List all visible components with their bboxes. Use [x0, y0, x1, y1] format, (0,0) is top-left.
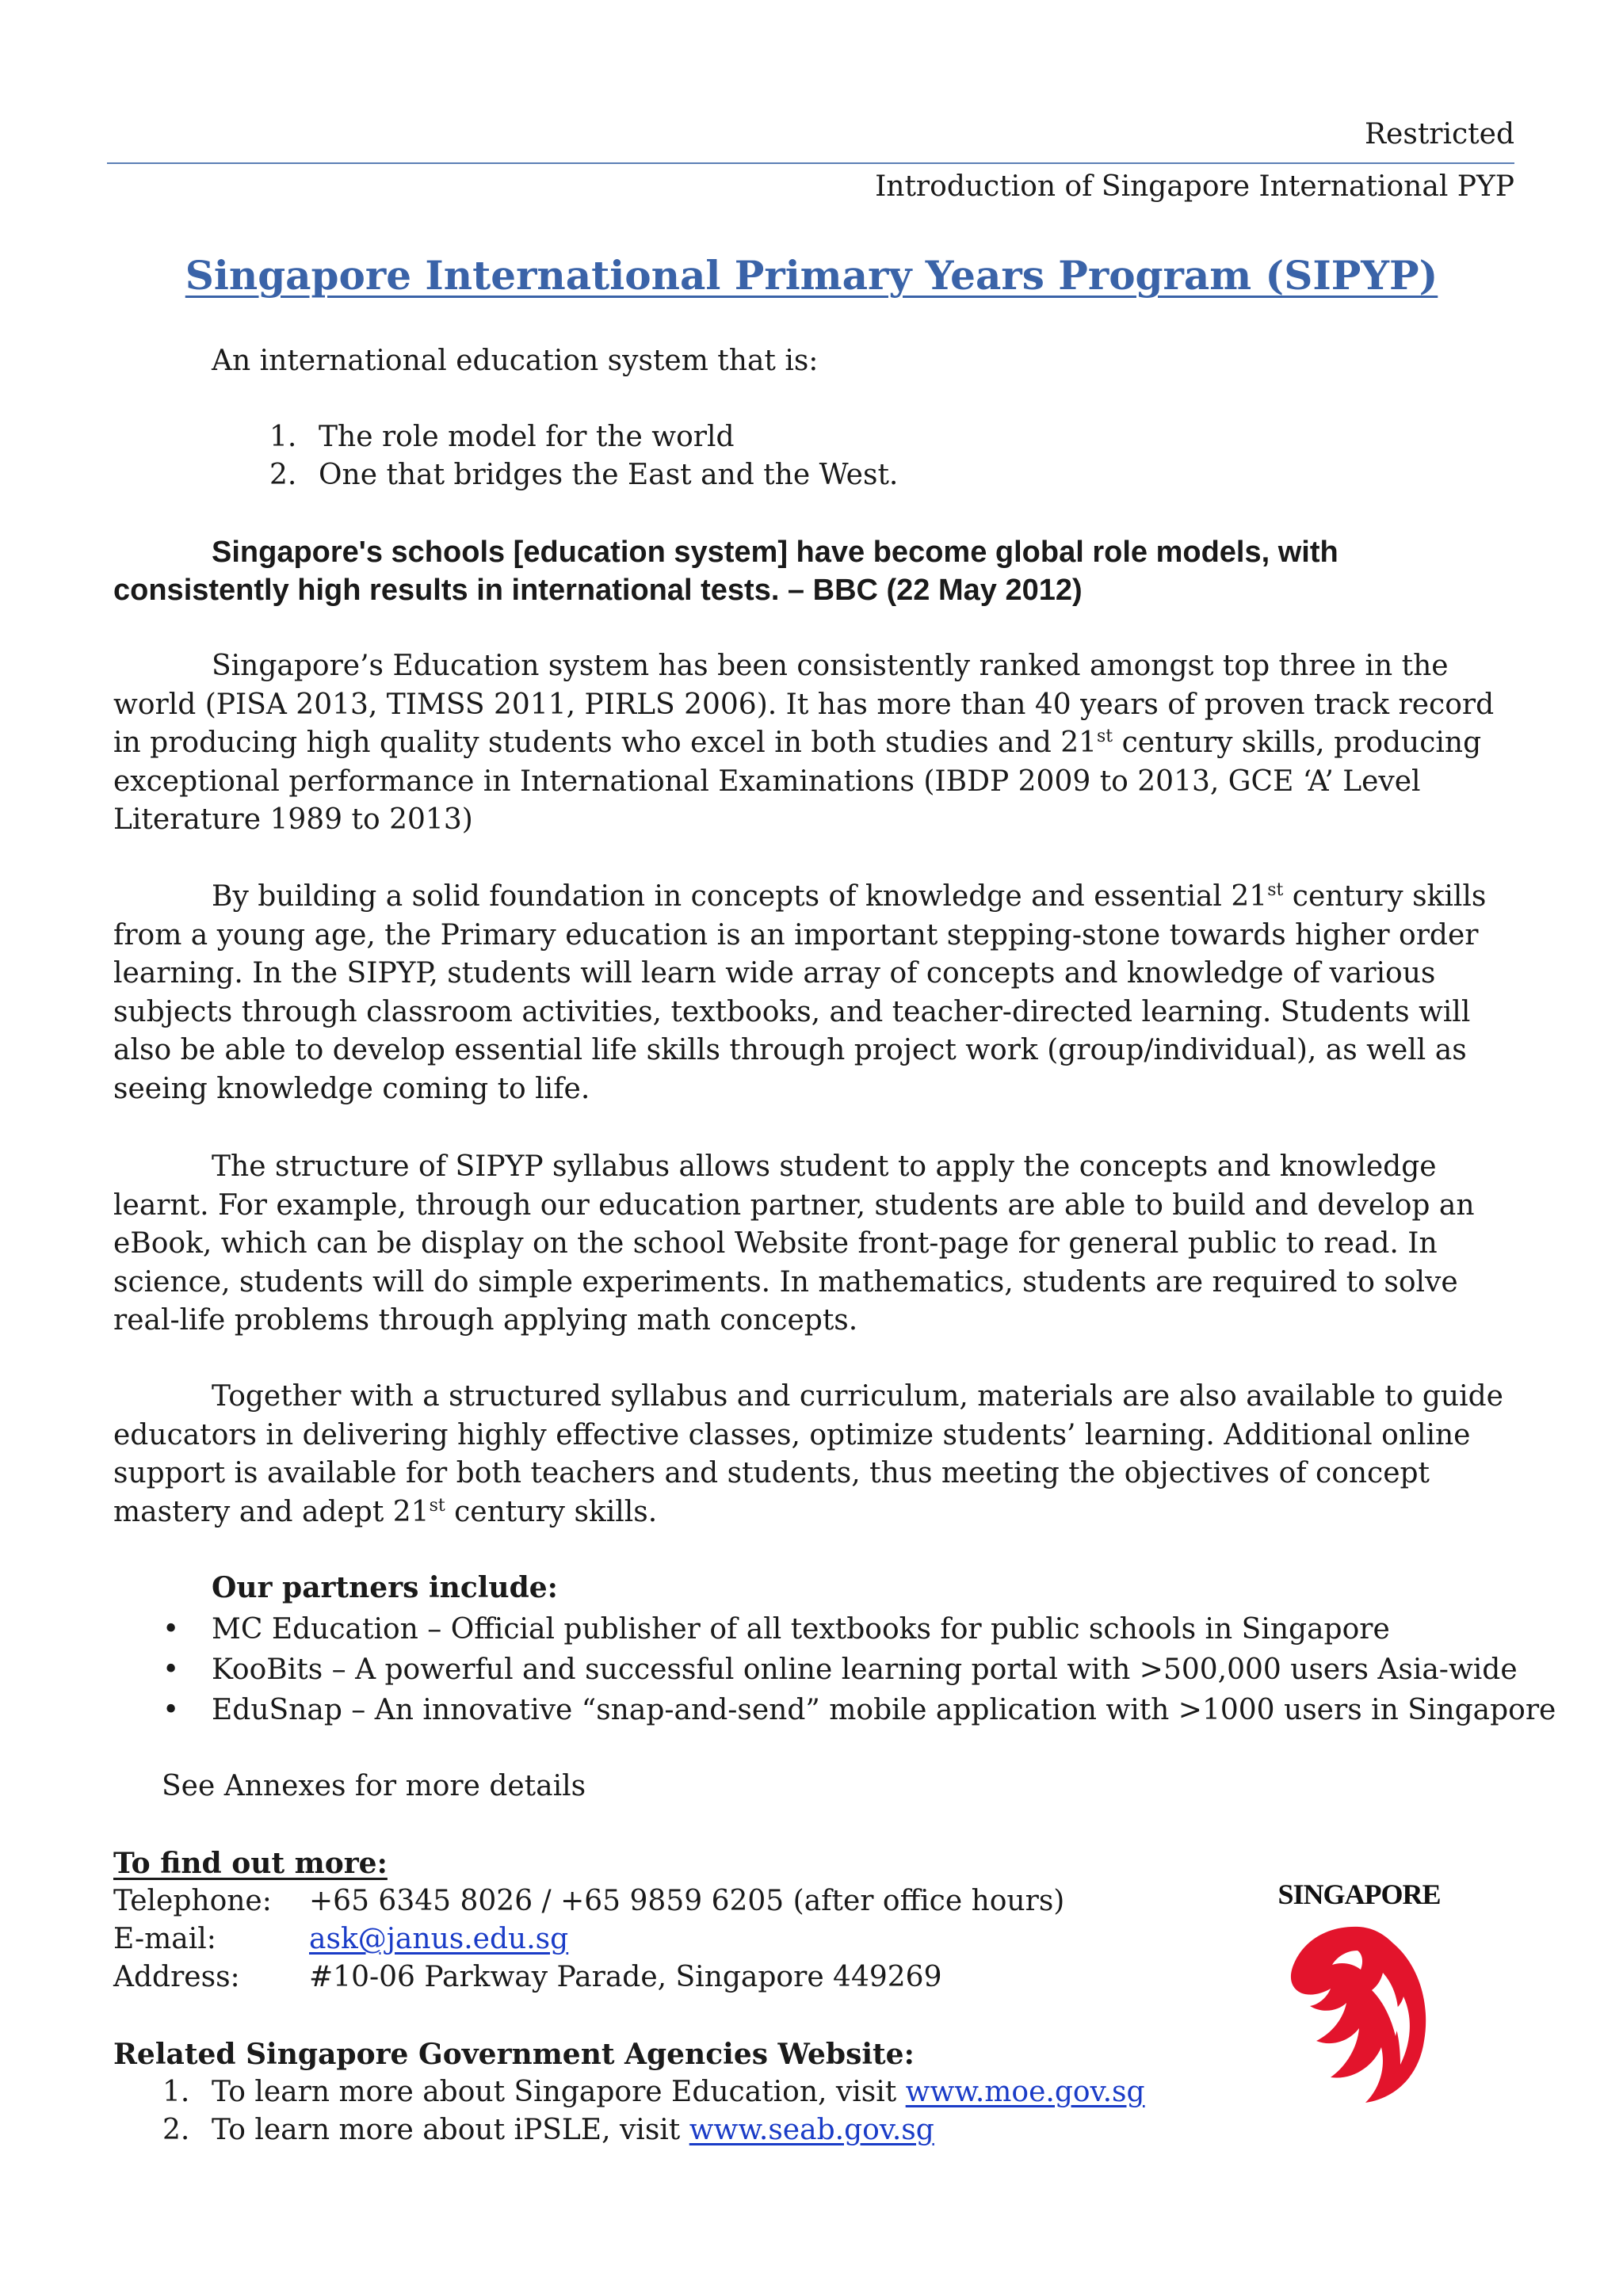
- moe-link[interactable]: www.moe.gov.sg: [905, 2076, 1145, 2108]
- document-subtitle: Introduction of Singapore International PYP: [875, 170, 1514, 203]
- classification-label: Restricted: [1364, 118, 1514, 151]
- list-item-text: The role model for the world: [319, 421, 735, 453]
- paragraph-structure: The structure of SIPYP syllabus allows student to apply the concepts and knowledge learnt. For example, through our education partner, students are able to build and develop an eBook, which can be display on the school Website front-page for general public to read. In science, students will do simple experiments. In mathematics, students are required to solve real-life problems through applying math concepts.: [113, 1150, 1475, 1337]
- superscript: st: [429, 1495, 445, 1516]
- partner-item: [162, 1611, 1390, 1649]
- paragraph-text: Together with a structured syllabus and curriculum, materials are also available to guide educators in delivering highly effective classes, optimize students’ learning. Additional online support is available for both teachers and students, thus meeting the objectives of concept mastery and adept 21: [113, 1380, 1503, 1528]
- agency-item: [162, 2073, 1145, 2111]
- partners-heading: Our partners include:: [212, 1571, 558, 1604]
- list-item-text: One that bridges the East and the West.: [319, 459, 899, 491]
- superscript: st: [1267, 880, 1284, 900]
- intro-text: An international education system that is:: [212, 345, 819, 377]
- paragraph-text: Singapore’s Education system has been consistently ranked amongst top three in the world (PISA 2013, TIMSS 2011, PIRLS 2006). It has more than 40 years of proven track record in producing high quality students who excel in both studies and 21: [113, 650, 1495, 759]
- agency-item: [162, 2111, 934, 2149]
- agency-text: To learn more about iPSLE, visit: [212, 2114, 689, 2146]
- bullet-icon: •: [162, 1694, 180, 1726]
- email-link[interactable]: ask@janus.edu.sg: [309, 1923, 569, 1955]
- bullet-icon: •: [162, 1653, 180, 1686]
- agency-text: To learn more about Singapore Education, visit: [212, 2076, 906, 2108]
- paragraph-text: century skills.: [445, 1495, 658, 1528]
- partner-item: [162, 1651, 1518, 1689]
- singapore-logo: [1264, 1878, 1454, 2115]
- list-number: 1.: [269, 421, 297, 453]
- paragraph-foundation: [113, 878, 1516, 1108]
- list-number: 2.: [269, 459, 297, 491]
- partner-text: KooBits – A powerful and successful online learning portal with >500,000 users Asia-wide: [212, 1653, 1518, 1686]
- partner-text: EduSnap – An innovative “snap-and-send” mobile application with >1000 users in Singapore: [212, 1694, 1556, 1726]
- email-label: E-mail:: [113, 1923, 216, 1955]
- address-label: Address:: [113, 1961, 240, 1993]
- intro-list-item: [269, 418, 735, 456]
- contact-heading: To find out more:: [113, 1847, 388, 1880]
- page-title: Singapore International Primary Years Program (SIPYP): [185, 252, 1438, 299]
- list-number: 1.: [162, 2076, 190, 2108]
- superscript: st: [1097, 727, 1113, 746]
- telephone-label: Telephone:: [113, 1885, 272, 1917]
- lion-head-icon: [1264, 1878, 1454, 2115]
- header-rule: [107, 162, 1514, 164]
- seab-link[interactable]: www.seab.gov.sg: [689, 2114, 934, 2146]
- logo-wordmark: SINGAPORE: [1277, 1878, 1441, 1910]
- bbc-quote: Singapore's schools [education system] have become global role models, with consistently high results in international tests. – BBC (22 May 2012): [113, 536, 1338, 607]
- partner-text: MC Education – Official publisher of all textbooks for public schools in Singapore: [212, 1613, 1390, 1646]
- bullet-icon: •: [162, 1613, 180, 1646]
- intro-list-item: [269, 456, 898, 494]
- agencies-heading: Related Singapore Government Agencies Website:: [113, 2038, 915, 2071]
- address-value: #10-06 Parkway Parade, Singapore 449269: [309, 1961, 942, 1993]
- annex-note: See Annexes for more details: [162, 1770, 586, 1802]
- list-number: 2.: [162, 2114, 190, 2146]
- paragraph-text: century skills, producing exceptional performance in International Examinations (IBDP 2009 to 2013, GCE ‘A’ Level Literature 1989 to 2013): [113, 727, 1482, 836]
- paragraph-text: century skills from a young age, the Primary education is an important stepping-stone towards higher order learning. In the SIPYP, students will learn wide array of concepts and knowledge of various subjects through classroom activities, textbooks, and teacher-directed learning. Students will also be able to develop essential life skills through project work (group/individual), as well as seeing knowledge coming to life.: [113, 880, 1487, 1105]
- paragraph-text: By building a solid foundation in concepts of knowledge and essential 21: [212, 880, 1268, 913]
- partner-item: [162, 1691, 1556, 1730]
- paragraph-materials: [113, 1378, 1516, 1531]
- telephone-value: +65 6345 8026 / +65 9859 6205 (after office hours): [309, 1885, 1065, 1917]
- paragraph-rankings: [113, 647, 1516, 840]
